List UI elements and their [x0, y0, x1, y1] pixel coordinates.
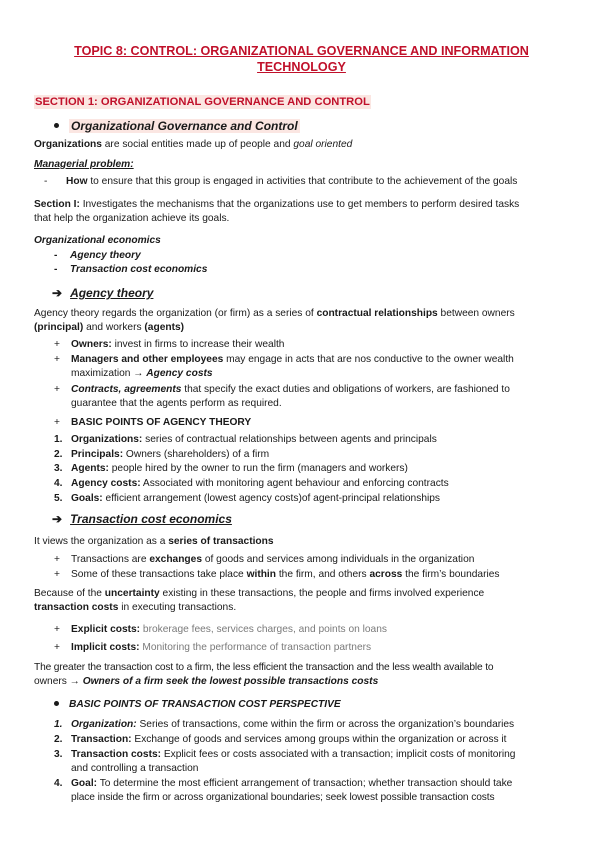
org-econ-label: Organizational economics [34, 235, 161, 246]
arrow-icon: ➔ [52, 286, 63, 300]
bullet-icon [54, 701, 59, 706]
uncertainty-paragraph: Because of the uncertainty existing in these transactions, the people and firms involved experience [34, 588, 485, 599]
contracts-item-cont: guarantee that the agents perform as required. [71, 398, 282, 409]
tce-point-cont: place inside the firm or across organizational boundaries; seek lowest possible transaction costs [71, 792, 495, 803]
managers-item-cont: maximization → Agency costs [71, 368, 213, 379]
bullet-icon [54, 123, 59, 128]
tce-basic-heading: BASIC POINTS OF TRANSACTION COST PERSPECTIVE [54, 698, 569, 711]
tce-paragraph: It views the organization as a series of transactions [34, 536, 274, 547]
organizations-paragraph: Organizations are social entities made up of people and goal oriented [34, 139, 353, 150]
page-title [34, 43, 569, 75]
section-i-paragraph-2: that help the organization achieve its goals. [34, 213, 230, 224]
tce-heading: ➔ Transaction cost economics [52, 512, 232, 526]
title-line-1: TOPIC 8: CONTROL: ORGANIZATIONAL GOVERNANCE AND INFORMATION [74, 44, 529, 58]
ogc-heading-text: Organizational Governance and Control [71, 119, 298, 133]
agency-heading: ➔ Agency theory [52, 286, 154, 300]
ogc-heading [54, 119, 300, 133]
section-1-heading: SECTION 1: ORGANIZATIONAL GOVERNANCE AND CONTROL [35, 96, 370, 108]
tce-point-cont: and controlling a transaction [71, 763, 199, 774]
uncertainty-paragraph-2: transaction costs in executing transactions. [34, 602, 237, 613]
title-line-2: TECHNOLOGY [257, 60, 346, 74]
greater-cost-paragraph: The greater the transaction cost to a firm, the less efficient the transaction and the less wealth available to [34, 662, 494, 673]
agency-paragraph: Agency theory regards the organization (or firm) as a series of contractual relationships between owners [34, 308, 515, 319]
agency-paragraph-2: (principal) and workers (agents) [34, 322, 185, 333]
greater-cost-paragraph-2: owners → Owners of a firm seek the lowest possible transactions costs [34, 676, 379, 687]
section-i-paragraph: Section I: Investigates the mechanisms that the organizations use to get members to perform desired tasks [34, 199, 520, 210]
managerial-problem-label: Managerial problem: [34, 159, 134, 170]
arrow-icon: ➔ [52, 512, 63, 526]
